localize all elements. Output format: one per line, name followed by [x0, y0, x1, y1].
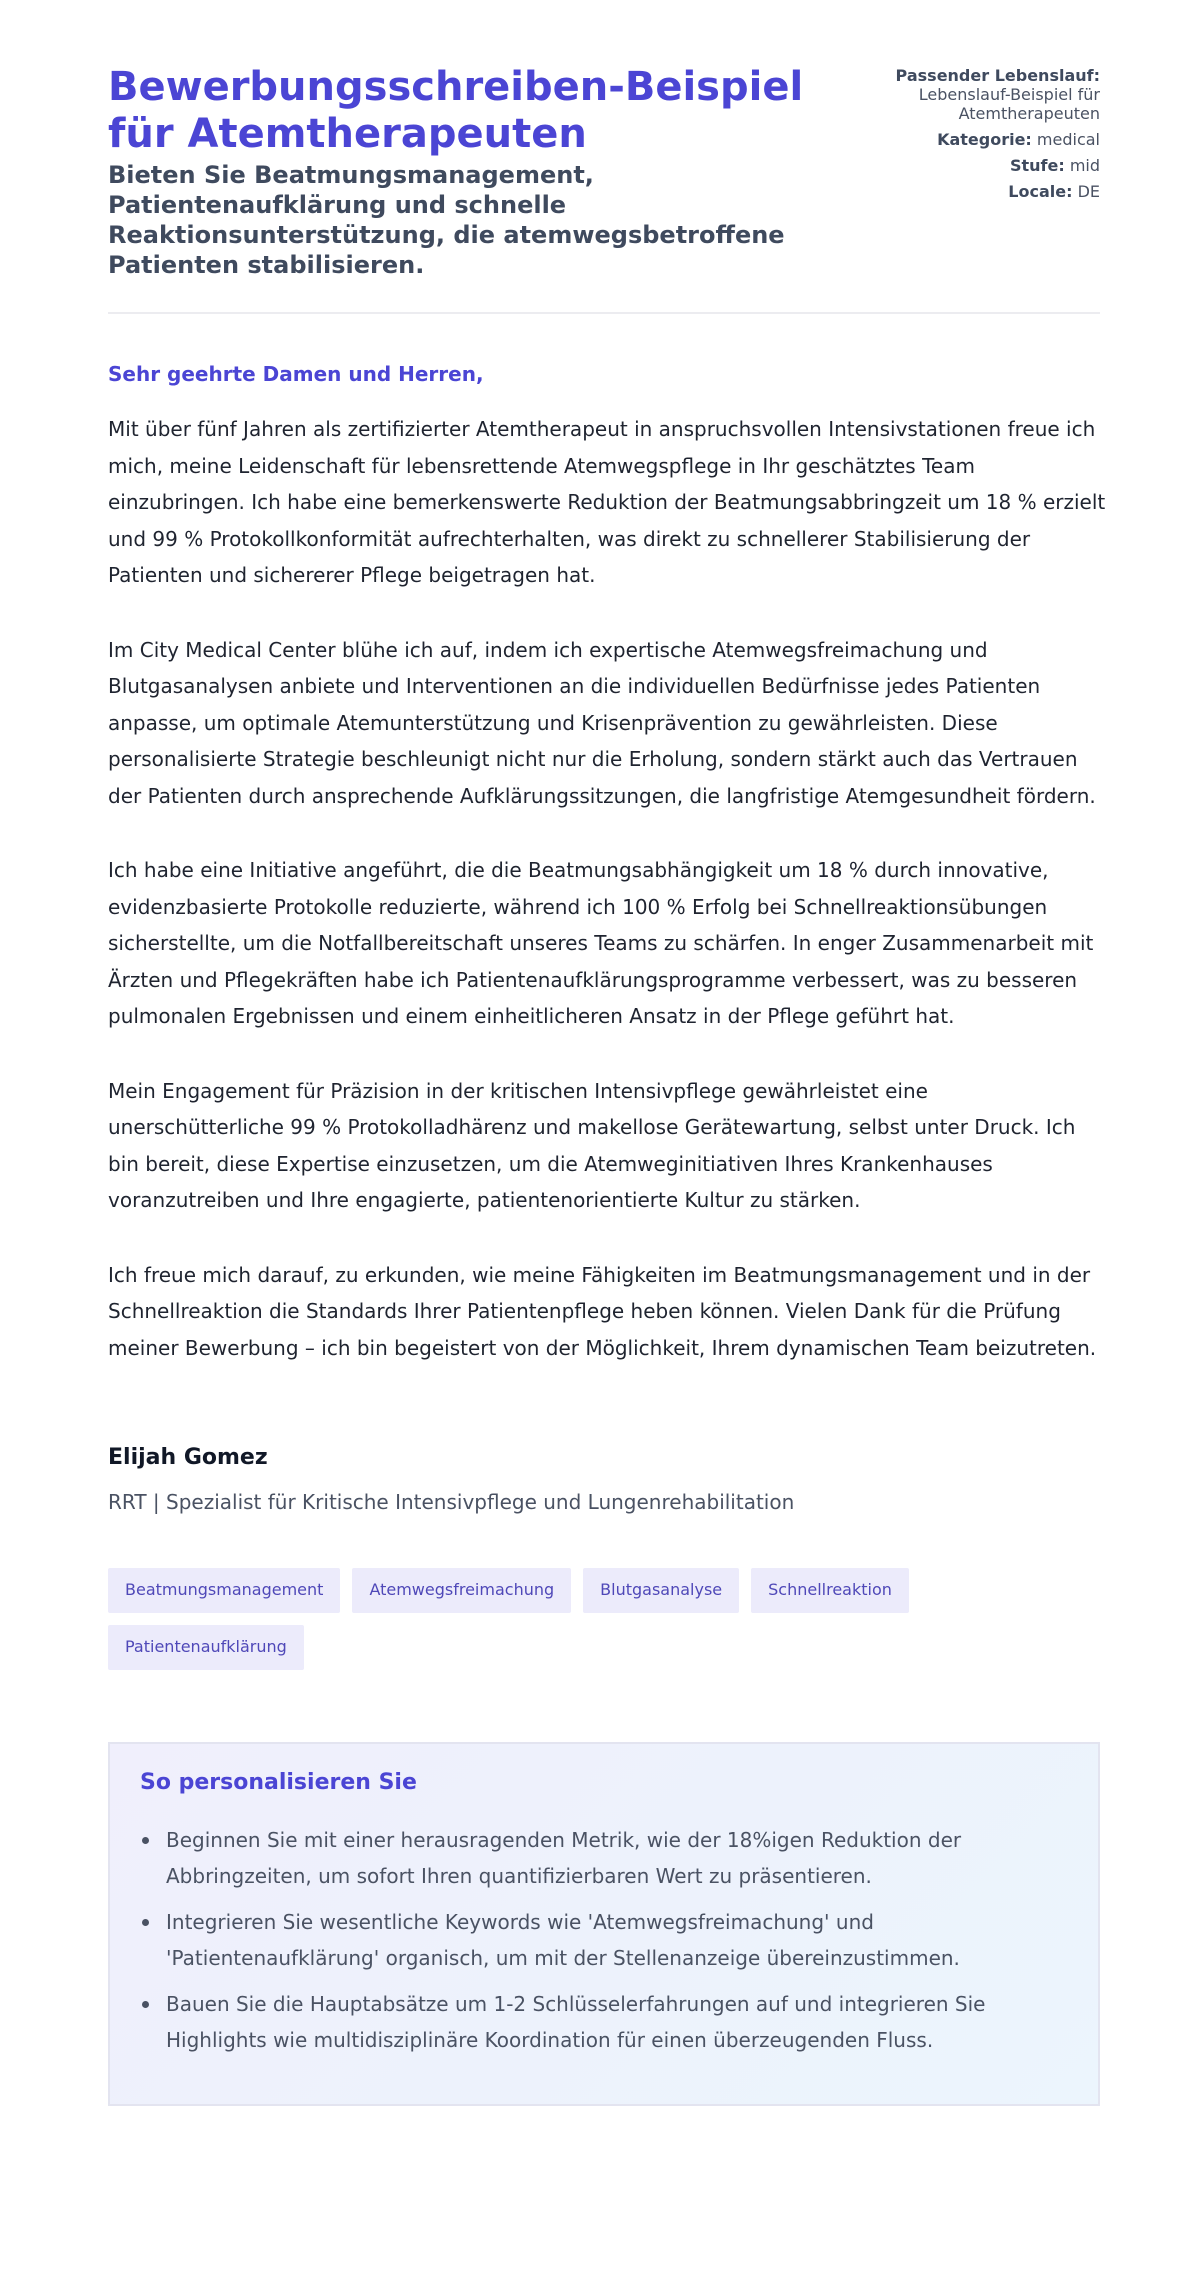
tip-text: Beginnen Sie mit einer herausragenden Metrik, wie der 18%igen Reduktion der Abbringzeiten, um sofort Ihren quantifizierbaren Wert zu präsentieren. — [166, 1828, 962, 1888]
tips-list — [140, 1822, 1068, 2058]
header-titles — [108, 64, 848, 280]
letter-paragraph: Im City Medical Center blühe ich auf, indem ich expertische Atemwegsfreimachung und Blutgasanalysen anbiete und Interventionen an die individuellen Bedürfnisse jedes Patienten anpasse, um optimale Atemunterstützung und Krisenprävention zu gewährleisten. Diese personalisierte Strategie beschleunigt nicht nur die Erholung, sondern stärkt auch das Vertrauen der Patienten durch ansprechende Aufklärungssitzungen, die langfristige Atemgesundheit fördern. — [108, 637, 1096, 808]
meta-locale — [880, 182, 1100, 201]
personalization-tips — [108, 1742, 1100, 2106]
meta-locale-value: DE — [1077, 182, 1100, 201]
meta-matching-resume — [880, 66, 1100, 123]
tag-atemwegsfreimachung: Atemwegsfreimachung — [352, 1568, 571, 1613]
keyword-tags — [108, 1568, 1108, 1670]
tip-item — [140, 1904, 1068, 1976]
letter-paragraph: Mein Engagement für Präzision in der kritischen Intensivpflege gewährleistet eine unerschütterliche 99 % Protokolladhärenz und makellose Gerätewartung, selbst unter Druck. Ich bin bereit, diese Expertise einzusetzen, um die Atemweginitiativen Ihres Krankenhauses voranzutreiben und Ihre engagierte, patientenorientierte Kultur zu stärken. — [108, 1078, 1076, 1212]
bullet-icon — [142, 1837, 149, 1844]
signer-role: RRT | Spezialist für Kritische Intensivpflege und Lungenrehabilitation — [108, 1490, 795, 1514]
meta-category-label: Kategorie: — [937, 130, 1032, 149]
bullet-icon — [142, 2001, 149, 2008]
meta-info — [880, 64, 1100, 208]
page-title: Bewerbungsschreiben-Beispiel für Atemtherapeuten — [108, 64, 804, 157]
tag-schnellreaktion: Schnellreaktion — [751, 1568, 909, 1613]
meta-resume-value: Lebenslauf-Beispiel für Atemtherapeuten — [918, 85, 1100, 123]
cover-letter — [108, 314, 1106, 1516]
tips-title: So personalisieren Sie — [140, 1770, 417, 1795]
meta-level-label: Stufe: — [1009, 156, 1065, 175]
tag-patientenaufklaerung: Patientenaufklärung — [108, 1625, 304, 1670]
meta-resume-label: Passender Lebenslauf: — [895, 66, 1100, 85]
tag-beatmungsmanagement: Beatmungsmanagement — [108, 1568, 340, 1613]
page-header — [108, 64, 1100, 314]
tip-item — [140, 1986, 1068, 2058]
letter-paragraph: Ich habe eine Initiative angeführt, die die Beatmungsabhängigkeit um 18 % durch innovative, evidenzbasierte Protokolle reduzierte, während ich 100 % Erfolg bei Schnellreaktionsübungen sicherstellte, um die Notfallbereitschaft unseres Teams zu schärfen. In enger Zusammenarbeit mit Ärzten und Pflegekräften habe ich Patientenaufklärungsprogramme verbessert, was zu besseren pulmonalen Ergebnissen und einem einheitlicheren Ansatz in der Pflege geführt hat. — [108, 858, 1094, 1028]
tag-blutgasanalyse: Blutgasanalyse — [583, 1568, 739, 1613]
signer-name: Elijah Gomez — [108, 1445, 268, 1470]
bullet-icon — [142, 1919, 149, 1926]
meta-level-value: mid — [1069, 156, 1100, 175]
meta-level — [880, 156, 1100, 175]
salutation: Sehr geehrte Damen und Herren, — [108, 362, 484, 386]
meta-locale-label: Locale: — [1008, 182, 1073, 201]
letter-paragraph: Mit über fünf Jahren als zertifizierter Atemtherapeut in anspruchsvollen Intensivstationen freue ich mich, meine Leidenschaft für lebensrettende Atemwegspflege in Ihr geschätztes Team einzubringen. Ich habe eine bemerkenswerte Reduktion der Beatmungsabbringzeit um 18 % erzielt und 99 % Protokollkonformität aufrechterhalten, was direkt zu schnellerer Stabilisierung der Patienten und sichererer Pflege beigetragen hat. — [108, 417, 1106, 587]
tip-text: Bauen Sie die Hauptabsätze um 1-2 Schlüsselerfahrungen auf und integrieren Sie Highlights wie multidisziplinäre Koordination für einen überzeugenden Fluss. — [166, 1992, 986, 2052]
tip-text: Integrieren Sie wesentliche Keywords wie 'Atemwegsfreimachung' und 'Patientenaufklärung' organisch, um mit der Stellenanzeige übereinzustimmen. — [166, 1910, 960, 1970]
signoff — [108, 1444, 1100, 1516]
meta-category-value: medical — [1036, 130, 1100, 149]
meta-category — [880, 130, 1100, 149]
letter-paragraph: Ich freue mich darauf, zu erkunden, wie meine Fähigkeiten im Beatmungsmanagement und in der Schnellreaktion die Standards Ihrer Patientenpflege heben können. Vielen Dank für die Prüfung meiner Bewerbung – ich bin begeistert von der Möglichkeit, Ihrem dynamischen Team beizutreten. — [108, 1262, 1097, 1360]
tip-item — [140, 1822, 1068, 1894]
page-subtitle: Bieten Sie Beatmungsmanagement, Patientenaufklärung und schnelle Reaktionsunterstützung, die atemwegsbetroffene Patienten stabilisieren. — [108, 161, 785, 279]
